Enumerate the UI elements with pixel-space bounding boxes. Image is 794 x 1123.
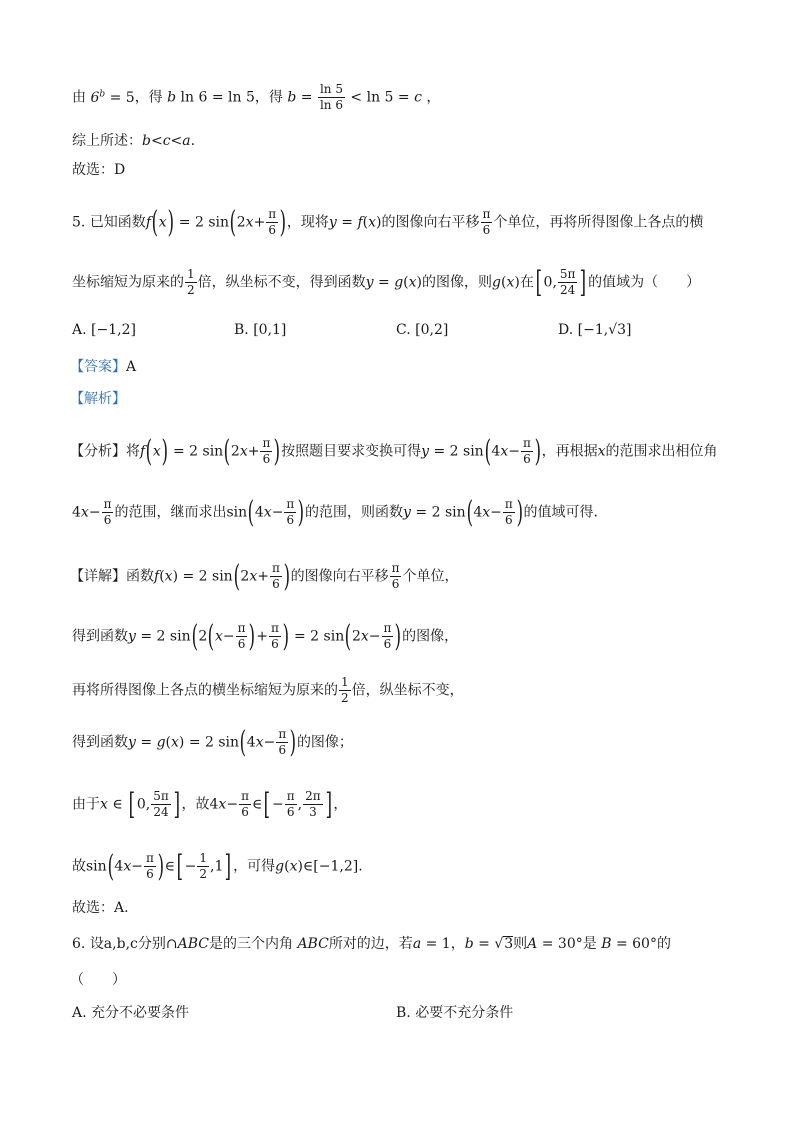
text: 已知函数: [89, 214, 146, 231]
text: ，可得: [233, 858, 276, 875]
text: [−1,2]: [91, 322, 136, 338]
q6-option-a[interactable]: [72, 1003, 189, 1023]
xiangjie-line3: 再将所得图像上各点的横坐标缩短为原来的 $\frac{1}{2}$ 倍，纵坐标不变，: [72, 675, 464, 705]
text: 由于: [72, 796, 100, 813]
fenxi-line2: 4x− $\frac{\pi}{6}$ 的范围，继而求出sin(4x− $\frac{\pi}{6}$ )的范围，则函数y = 2 sin(4x− $\frac{\pi}{6}$ )的值域可得.: [72, 494, 598, 530]
text: 则: [513, 936, 528, 952]
text: 必要不充分条件: [415, 1005, 514, 1021]
summary-label: 综上所述：: [72, 133, 142, 149]
text: 的范围求出相位角: [605, 443, 718, 460]
q5-stem-line2: 坐标缩短为原来的 $\frac{1}{2}$ 倍，纵坐标不变，得到函数y = g(x)的图像，则g(x)在[ 0, $\frac{5\pi}{24}$ ] 的值域为（ ）: [72, 264, 701, 300]
text: [0,1]: [253, 322, 287, 338]
answer-value: A: [126, 359, 137, 375]
text: 是: [582, 936, 597, 952]
text: .: [190, 133, 196, 149]
text: [0,2]: [415, 322, 449, 338]
text: ，: [450, 936, 465, 952]
text: 的: [656, 936, 671, 952]
text: ，故: [181, 796, 210, 813]
text: 倍，纵坐标不变，: [351, 682, 464, 699]
text: 的范围，继而求出: [114, 504, 227, 521]
text: 的图像，: [402, 628, 459, 645]
text: 将: [126, 443, 140, 460]
text: 得到函数: [72, 628, 128, 645]
text: 得到函数: [72, 734, 128, 751]
question-number: 6.: [72, 936, 86, 952]
line-b-derivation: 由 $6^b = 5$，得 b ln 6 = ln 5，得 b = $\frac{\ln 5}{\ln 6}$ < ln 5 = c ，: [72, 82, 441, 112]
text: ，: [333, 796, 348, 813]
text: ，: [426, 89, 441, 106]
xiangjie-line5: 由于x ∈ [ 0, $\frac{5\pi}{24}$ ] ，故4x− $\frac{\pi}{6}$ ∈[ − $\frac{\pi}{6}$ , $\frac{2\pi}{3}$ ] ，: [72, 786, 348, 822]
answer-tag: 【答案】: [70, 359, 126, 375]
text: 的图像；: [296, 734, 353, 751]
text: 的值域可得.: [523, 504, 598, 521]
option-b[interactable]: [234, 320, 286, 340]
text: 所对的边，若: [328, 936, 413, 952]
summary-line: [72, 131, 195, 151]
text: A.: [72, 1005, 87, 1021]
text: B.: [234, 322, 249, 338]
text: A.: [72, 322, 87, 338]
answer-line: [70, 357, 136, 377]
q6-stem: 6. 设a,b,c分别∩ABC是的三个内角 ABC所对的边，若a = 1，b = √3则A = 30°是 B = 60°的: [72, 936, 671, 952]
text: 的图像，则: [422, 274, 493, 291]
xiangjie-line6: 故sin(4x− $\frac{\pi}{6}$ )∈[ − $\frac{1}{2}$ ,1] ，可得g(x)∈[−1,2].: [72, 848, 363, 884]
choice-d: 故选：D: [72, 162, 126, 178]
fraction: $\frac{\ln 5}{\ln 6}$: [319, 82, 343, 112]
text: 设a,b,c分别: [89, 936, 166, 952]
text: ，再根据: [541, 443, 598, 460]
text: 由: [72, 89, 86, 106]
text: 倍，纵坐标不变，得到函数: [197, 274, 366, 291]
text: D.: [558, 322, 574, 338]
text: 的范围，则函数: [305, 504, 404, 521]
text: 的图像向右平移: [290, 568, 389, 585]
text: 按照题目要求变换可得: [281, 443, 422, 460]
math-expr: $6^b = 5$: [90, 88, 135, 106]
text: 个单位，再将所得图像上各点的横: [493, 214, 704, 231]
option-c[interactable]: [396, 320, 448, 340]
q6-option-b[interactable]: [396, 1003, 513, 1023]
text: 故: [72, 858, 86, 875]
analysis-tag: [70, 389, 126, 409]
text: 函数: [126, 568, 154, 585]
text: 【详解】: [70, 568, 126, 585]
text: B.: [396, 1005, 411, 1021]
option-d[interactable]: [558, 320, 631, 340]
fenxi-line1: 【分析】将f(x) = 2 sin(2x+ $\frac{\pi}{6}$ )按照题目要求变换可得y = 2 sin(4x− $\frac{\pi}{6}$ )，再根据x的范围求出相位角: [70, 433, 718, 469]
xiangjie-line2: 得到函数y = 2 sin(2(x− $\frac{\pi}{6}$ )+ $\frac{\pi}{6}$ ) = 2 sin(2x− $\frac{\pi}{6}$ )的图像，: [72, 618, 459, 654]
text: 的图像向右平移: [381, 214, 480, 231]
text: [−1,√3]: [577, 322, 632, 338]
choice-a: 故选：A.: [72, 900, 129, 916]
q6-paren: （ ）: [70, 972, 126, 988]
text: 是的三个内角: [208, 936, 293, 952]
option-a[interactable]: [72, 320, 136, 340]
text: 充分不必要条件: [91, 1005, 190, 1021]
text: 【解析】: [70, 391, 126, 407]
text: 在: [519, 274, 534, 291]
text: .: [358, 858, 363, 875]
text: 坐标缩短为原来的: [72, 274, 184, 291]
text: 再将所得图像上各点的横坐标缩短为原来的: [72, 682, 338, 699]
text: ，现将: [286, 214, 329, 231]
xiangjie-line1: 【详解】函数f(x) = 2 sin(2x+ $\frac{\pi}{6}$ )的图像向右平移 $\frac{\pi}{6}$ 个单位，: [70, 558, 459, 594]
text: 【分析】: [70, 443, 126, 460]
order-expr: b<c<a: [142, 133, 191, 149]
question-number: 5.: [72, 214, 86, 231]
text: C.: [396, 322, 411, 338]
text: 的值域为（ ）: [588, 274, 701, 291]
xiangjie-line4: 得到函数y = g(x) = 2 sin(4x− $\frac{\pi}{6}$ )的图像；: [72, 724, 353, 760]
text: 个单位，: [402, 568, 459, 585]
q5-stem-line1: 5. 已知函数f(x) = 2 sin(2x+ $\frac{\pi}{6}$ )，现将y = f(x)的图像向右平移 $\frac{\pi}{6}$ 个单位，再将所得图像上各点的横: [72, 204, 704, 240]
